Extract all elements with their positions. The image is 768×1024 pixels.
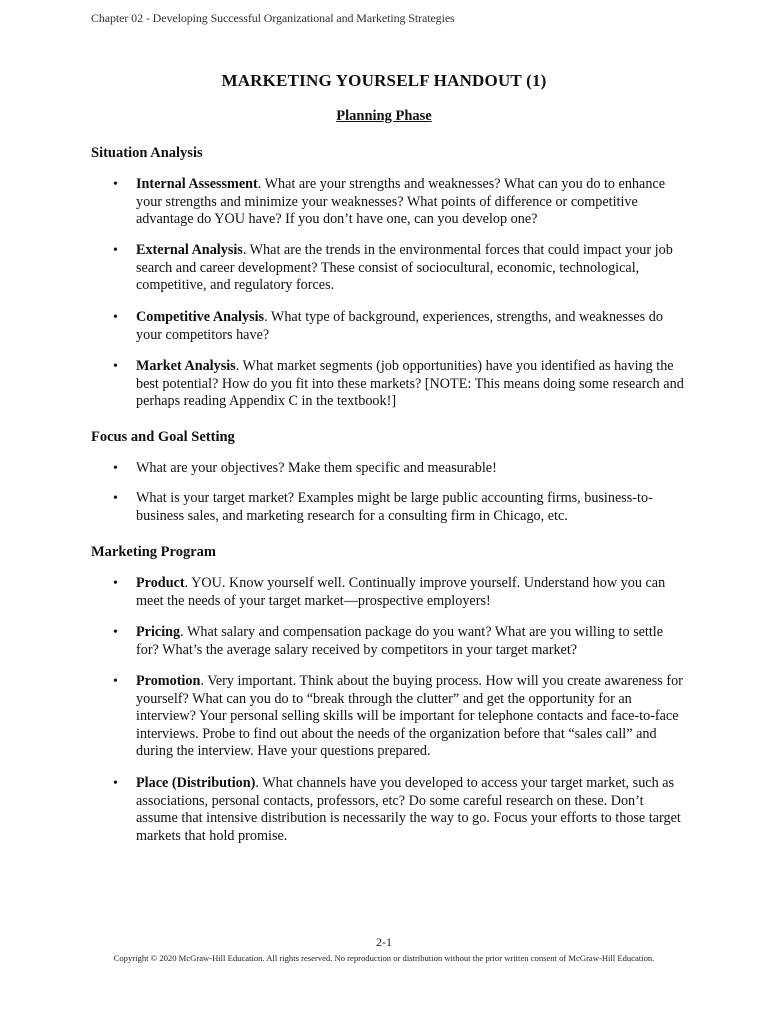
section-heading-marketing-program: Marketing Program	[91, 544, 216, 560]
item-text: . YOU. Know yourself well. Continually improve yourself. Understand how you can meet the needs of your target market—prospective employers!	[136, 575, 666, 609]
list-item-objectives	[113, 460, 684, 478]
item-term: Internal Assessment	[136, 176, 258, 192]
bullet-icon: •	[113, 310, 118, 325]
item-term: Promotion	[136, 673, 201, 689]
list-item-product	[113, 575, 684, 610]
list-item-external-analysis	[113, 242, 684, 295]
section-heading-focus-goal-setting: Focus and Goal Setting	[91, 429, 235, 445]
bullet-icon: •	[113, 359, 118, 374]
item-text: . What channels have you developed to access your target market, such as associations, personal contacts, professors, etc? Do some careful research on these. Don’t assume that intensive distribution is necessarily the way to go. Focus your efforts to those target markets that hold promise.	[136, 775, 681, 844]
running-head: Chapter 02 - Developing Successful Organizational and Marketing Strategies	[91, 11, 455, 25]
bullet-icon: •	[113, 625, 118, 640]
bullet-icon: •	[113, 243, 118, 258]
item-text: . What salary and compensation package do you want? What are you willing to settle for? What’s the average salary received by competitors in your target market?	[136, 624, 664, 658]
list-item-pricing	[113, 624, 684, 659]
list-item-market-analysis	[113, 358, 684, 411]
list-item-internal-assessment	[113, 176, 684, 229]
list-item-place-distribution	[113, 775, 684, 845]
list-item-competitive-analysis	[113, 309, 684, 344]
bullet-icon: •	[113, 461, 118, 476]
item-text: . What type of background, experiences, strengths, and weaknesses do your competitors have?	[136, 309, 663, 343]
item-term: Place (Distribution)	[136, 775, 256, 791]
bullet-icon: •	[113, 674, 118, 689]
page-number: 2-1	[376, 935, 392, 949]
item-term: Product	[136, 575, 185, 591]
item-text: . What are the trends in the environmental forces that could impact your job search and career development? These consist of sociocultural, economic, technological, competitive, and regulatory forces.	[136, 242, 673, 294]
bullet-icon: •	[113, 491, 118, 506]
item-term: External Analysis	[136, 242, 243, 258]
section-heading-situation-analysis: Situation Analysis	[91, 145, 203, 161]
list-item-target-market	[113, 490, 684, 525]
copyright-notice: Copyright © 2020 McGraw-Hill Education. All rights reserved. No reproduction or distribution without the prior written consent of McGraw-Hill Education.	[113, 953, 655, 963]
document-title: MARKETING YOURSELF HANDOUT (1)	[221, 71, 547, 90]
item-text: . What are your strengths and weaknesses? What can you do to enhance your strengths and minimize your weaknesses? What points of difference or competitive advantage do YOU have? If you don’t have one, can you develop one?	[136, 176, 666, 228]
item-term: Competitive Analysis	[136, 309, 265, 325]
item-text: . What market segments (job opportunities) have you identified as having the best potential? How do you fit into these markets? [NOTE: This means doing some research and perhaps reading Appendix C in the textbook!]	[136, 358, 684, 410]
item-text: What is your target market? Examples might be large public accounting firms, business-to-business sales, and marketing research for a consulting firm in Chicago, etc.	[136, 490, 653, 524]
list-item-promotion	[113, 673, 684, 761]
item-text: . Very important. Think about the buying process. How will you create awareness for yourself? What can you do to “break through the clutter” and get the opportunity for an interview? Your personal selling skills will be important for telephone contacts and face-to-face interviews. Probe to find out about the needs of the organization before that “sales call” and during the interview. Have your questions prepared.	[136, 673, 683, 760]
bullet-icon: •	[113, 177, 118, 192]
phase-heading: Planning Phase	[336, 108, 432, 124]
item-term: Market Analysis	[136, 358, 236, 374]
bullet-icon: •	[113, 576, 118, 591]
item-term: Pricing	[136, 624, 181, 640]
item-text: What are your objectives? Make them specific and measurable!	[136, 460, 497, 476]
bullet-icon: •	[113, 776, 118, 791]
